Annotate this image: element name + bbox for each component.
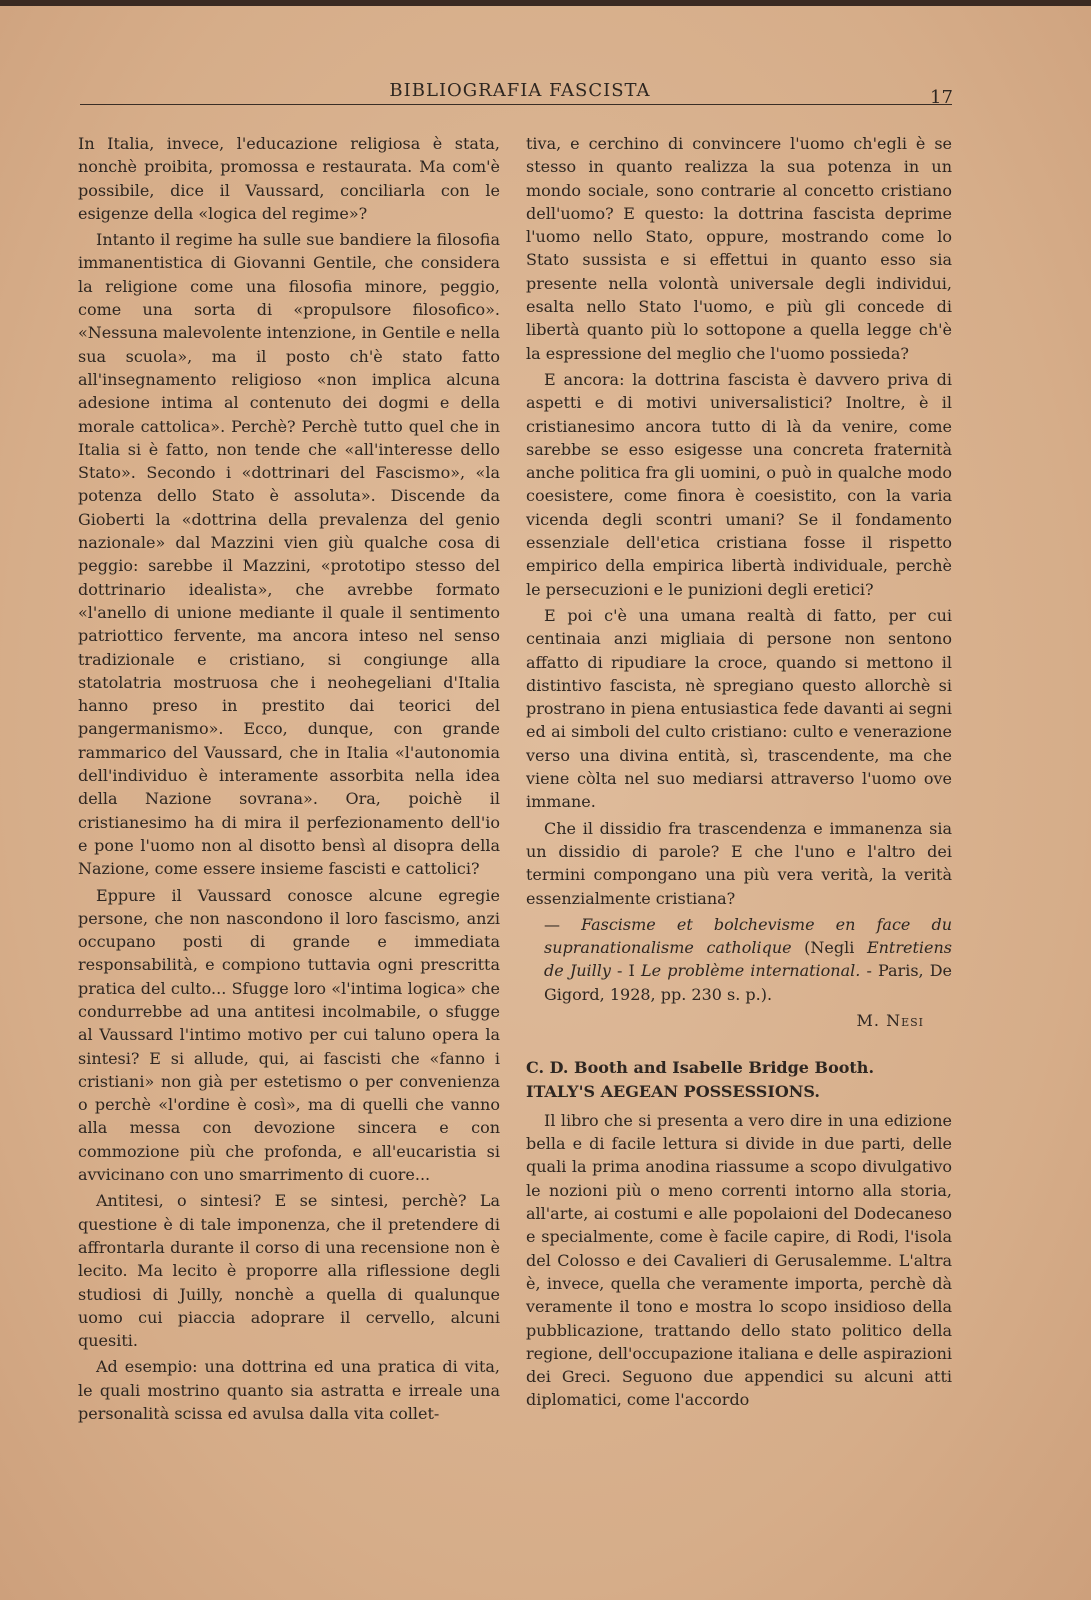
review-authors: C. D. Booth and Isabelle Bridge Booth. xyxy=(526,1058,875,1078)
bib-text: - I xyxy=(610,961,641,981)
header-rule xyxy=(80,104,952,105)
bib-text: (Negli xyxy=(791,938,867,958)
paragraph: Il libro che si presenta a vero dire in una edizione bella e di facile lettura si divide in due parti, delle quali la prima anodina riassume a scopo divulgativo le nozioni più o meno correnti intorno alla storia, all'arte, ai costumi e alle popolaioni del Dodecaneso e specialmente, come è facile capire, di Rodi, l'isola del Colosso e dei Cavalieri di Gerusalemme. L'altra è, invece, quella che veramente importa, perchè dà veramente il tono e mostra lo scopo insidioso della pubblicazione, trattando dello stato politico della regione, dell'occupazione italiana e delle aspirazioni dei Greci. Seguono due appendici su alcuni atti diplomatici, come l'accordo xyxy=(526,1110,952,1410)
paragraph: Antitesi, o sintesi? E se sintesi, perchè? La questione è di tale imponenza, che il pretendere di affrontarla durante il corso di una recensione non è lecito. Ma lecito è proporre alla riflessione degli studiosi di Juilly, nonchè a quella di qualunque uomo cui piaccia adoprare il cervello, alcuni quesiti. xyxy=(78,1191,500,1351)
running-header-title: BIBLIOGRAFIA FASCISTA xyxy=(389,80,651,101)
bib-title: Fascisme et bolchevisme en face du supranationalisme catholique xyxy=(544,914,952,958)
page-number: 17 xyxy=(930,87,953,108)
left-column xyxy=(78,132,500,1428)
review-book-title: ITALY'S AEGEAN POSSESSIONS. xyxy=(526,1081,820,1101)
paragraph: E poi c'è una umana realtà di fatto, per cui centinaia anzi migliaia di persone non sentono affatto di ripudiare la croce, quando si mettono il distintivo fascista, nè spregiano questo allorchè si prostrano in piena entusiastica fede davanti ai segni ed ai simboli del culto cristiano: culto e venerazione verso una divina entità, sì, trascendente, ma che viene còlta nel suo mediarsi attraverso l'uomo ove immane. xyxy=(526,605,952,812)
paragraph: Eppure il Vaussard conosce alcune egregie persone, che non nascondono il loro fascismo, anzi occupano posti di grande e immediata responsabilità, e compiono tuttavia ogni prescritta pratica del culto... Sfugge loro «l'intima logica» che condurrebbe ad una antitesi incolmabile, o sfugge al Vaussard l'intimo motivo per cui taluno opera la sintesi? E si allude, qui, ai fascisti che «fanno i cristiani» non già per estetismo o per convenienza o perchè «l'ordine è così», ma di quelli che vanno alla messa con devozione sincera e con commozione più che profonda, e all'eucaristia si avvicinano con uno smarrimento di cuore... xyxy=(78,885,500,1185)
paragraph: In Italia, invece, l'educazione religiosa è stata, nonchè proibita, promossa e restaurata. Ma com'è possibile, dice il Vaussard, conciliarla con le esigenze della «logica del regime»? xyxy=(78,134,500,223)
paragraph: tiva, e cerchino di convincere l'uomo ch'egli è se stesso in quanto realizza la sua potenza in un mondo sociale, sono contrarie al concetto cristiano dell'uomo? E questo: la dottrina fascista deprime l'uomo nello Stato, oppure, mostrando come lo Stato sussista e si effettui in quanto esso sia presente nella volontà universale degli individui, esalta nello Stato l'uomo, e più gli concede di libertà quanto più lo sottopone a quella legge ch'è la espressione del meglio che l'uomo possieda? xyxy=(526,134,952,363)
bib-text: - Paris, De Gigord, 1928, pp. 230 s. p.). xyxy=(544,961,953,1004)
bibliographic-reference xyxy=(526,913,952,1006)
paragraph: Ad esempio: una dottrina ed una pratica di vita, le quali mostrino quanto sia astratta e irreale una personalità scissa ed avulsa dalla vita collet- xyxy=(78,1357,500,1424)
paragraph: Intanto il regime ha sulle sue bandiere la filosofia immanentistica di Giovanni Gentile, che considera la religione come una filosofia minore, peggio, come una sorta di «propulsore filosofico». «Nessuna malevolente intenzione, in Gentile e nella sua scuola», ma il posto ch'è stato fatto all'insegnamento religioso «non implica alcuna adesione intima al contenuto dei dogmi e della morale cattolica». Perchè? Perchè tutto quel che in Italia si è fatto, non tende che «all'interesse dello Stato». Secondo i «dottrinari del Fascismo», «la potenza dello Stato è assoluta». Discende da Gioberti la «dottrina della prevalenza del genio nazionale» dal Mazzini vien giù qualche cosa di peggio: sarebbe il Mazzini, «prototipo stesso del dottrinario idealista», che avrebbe formato «l'anello di unione mediante il quale il sentimento patriottico fervente, ma ancora inteso nel senso tradizionale e cristiano, si congiunge alla statolatria mostruosa che i neohegeliani d'Italia hanno preso in prestito dai teorici del pangermanismo». Ecco, dunque, con grande rammarico del Vaussard, che in Italia «l'autonomia dell'individuo è interamente assorbita nella idea della Nazione sovrana». Ora, poichè il cristianesimo ha di mira il perfezionamento dell'io e pone l'uomo non al disotto bensì al disopra della Nazione, come essere insieme fascisti e cattolici? xyxy=(78,230,500,879)
paragraph: E ancora: la dottrina fascista è davvero priva di aspetti e di motivi universalistici? Inoltre, è il cristianesimo ancora tutto di là da venire, come sarebbe se esso esigesse una concreta fraternità anche politica fra gli uomini, o può in qualche modo coesistere, come finora è coesistito, con la varia vicenda degli scontri umani? Se il fondamento essenziale dell'etica cristiana fosse il rispetto empirico della empirica libertà individuale, perchè le persecuzioni e le punizioni degli eretici? xyxy=(526,369,952,599)
top-edge-band xyxy=(0,0,1091,6)
paragraph: Che il dissidio fra trascendenza e immanenza sia un dissidio di parole? E che l'uno e l'altro dei termini compongano una più vera verità, la verità essenzialmente cristiana? xyxy=(526,818,952,908)
bib-dash: — xyxy=(544,914,560,934)
reviewer-signature: M. Nesi xyxy=(856,1010,924,1030)
right-column xyxy=(526,132,952,1415)
bib-series: Entretiens de Juilly xyxy=(544,938,952,981)
bib-volume: Le problème international. xyxy=(641,961,861,981)
